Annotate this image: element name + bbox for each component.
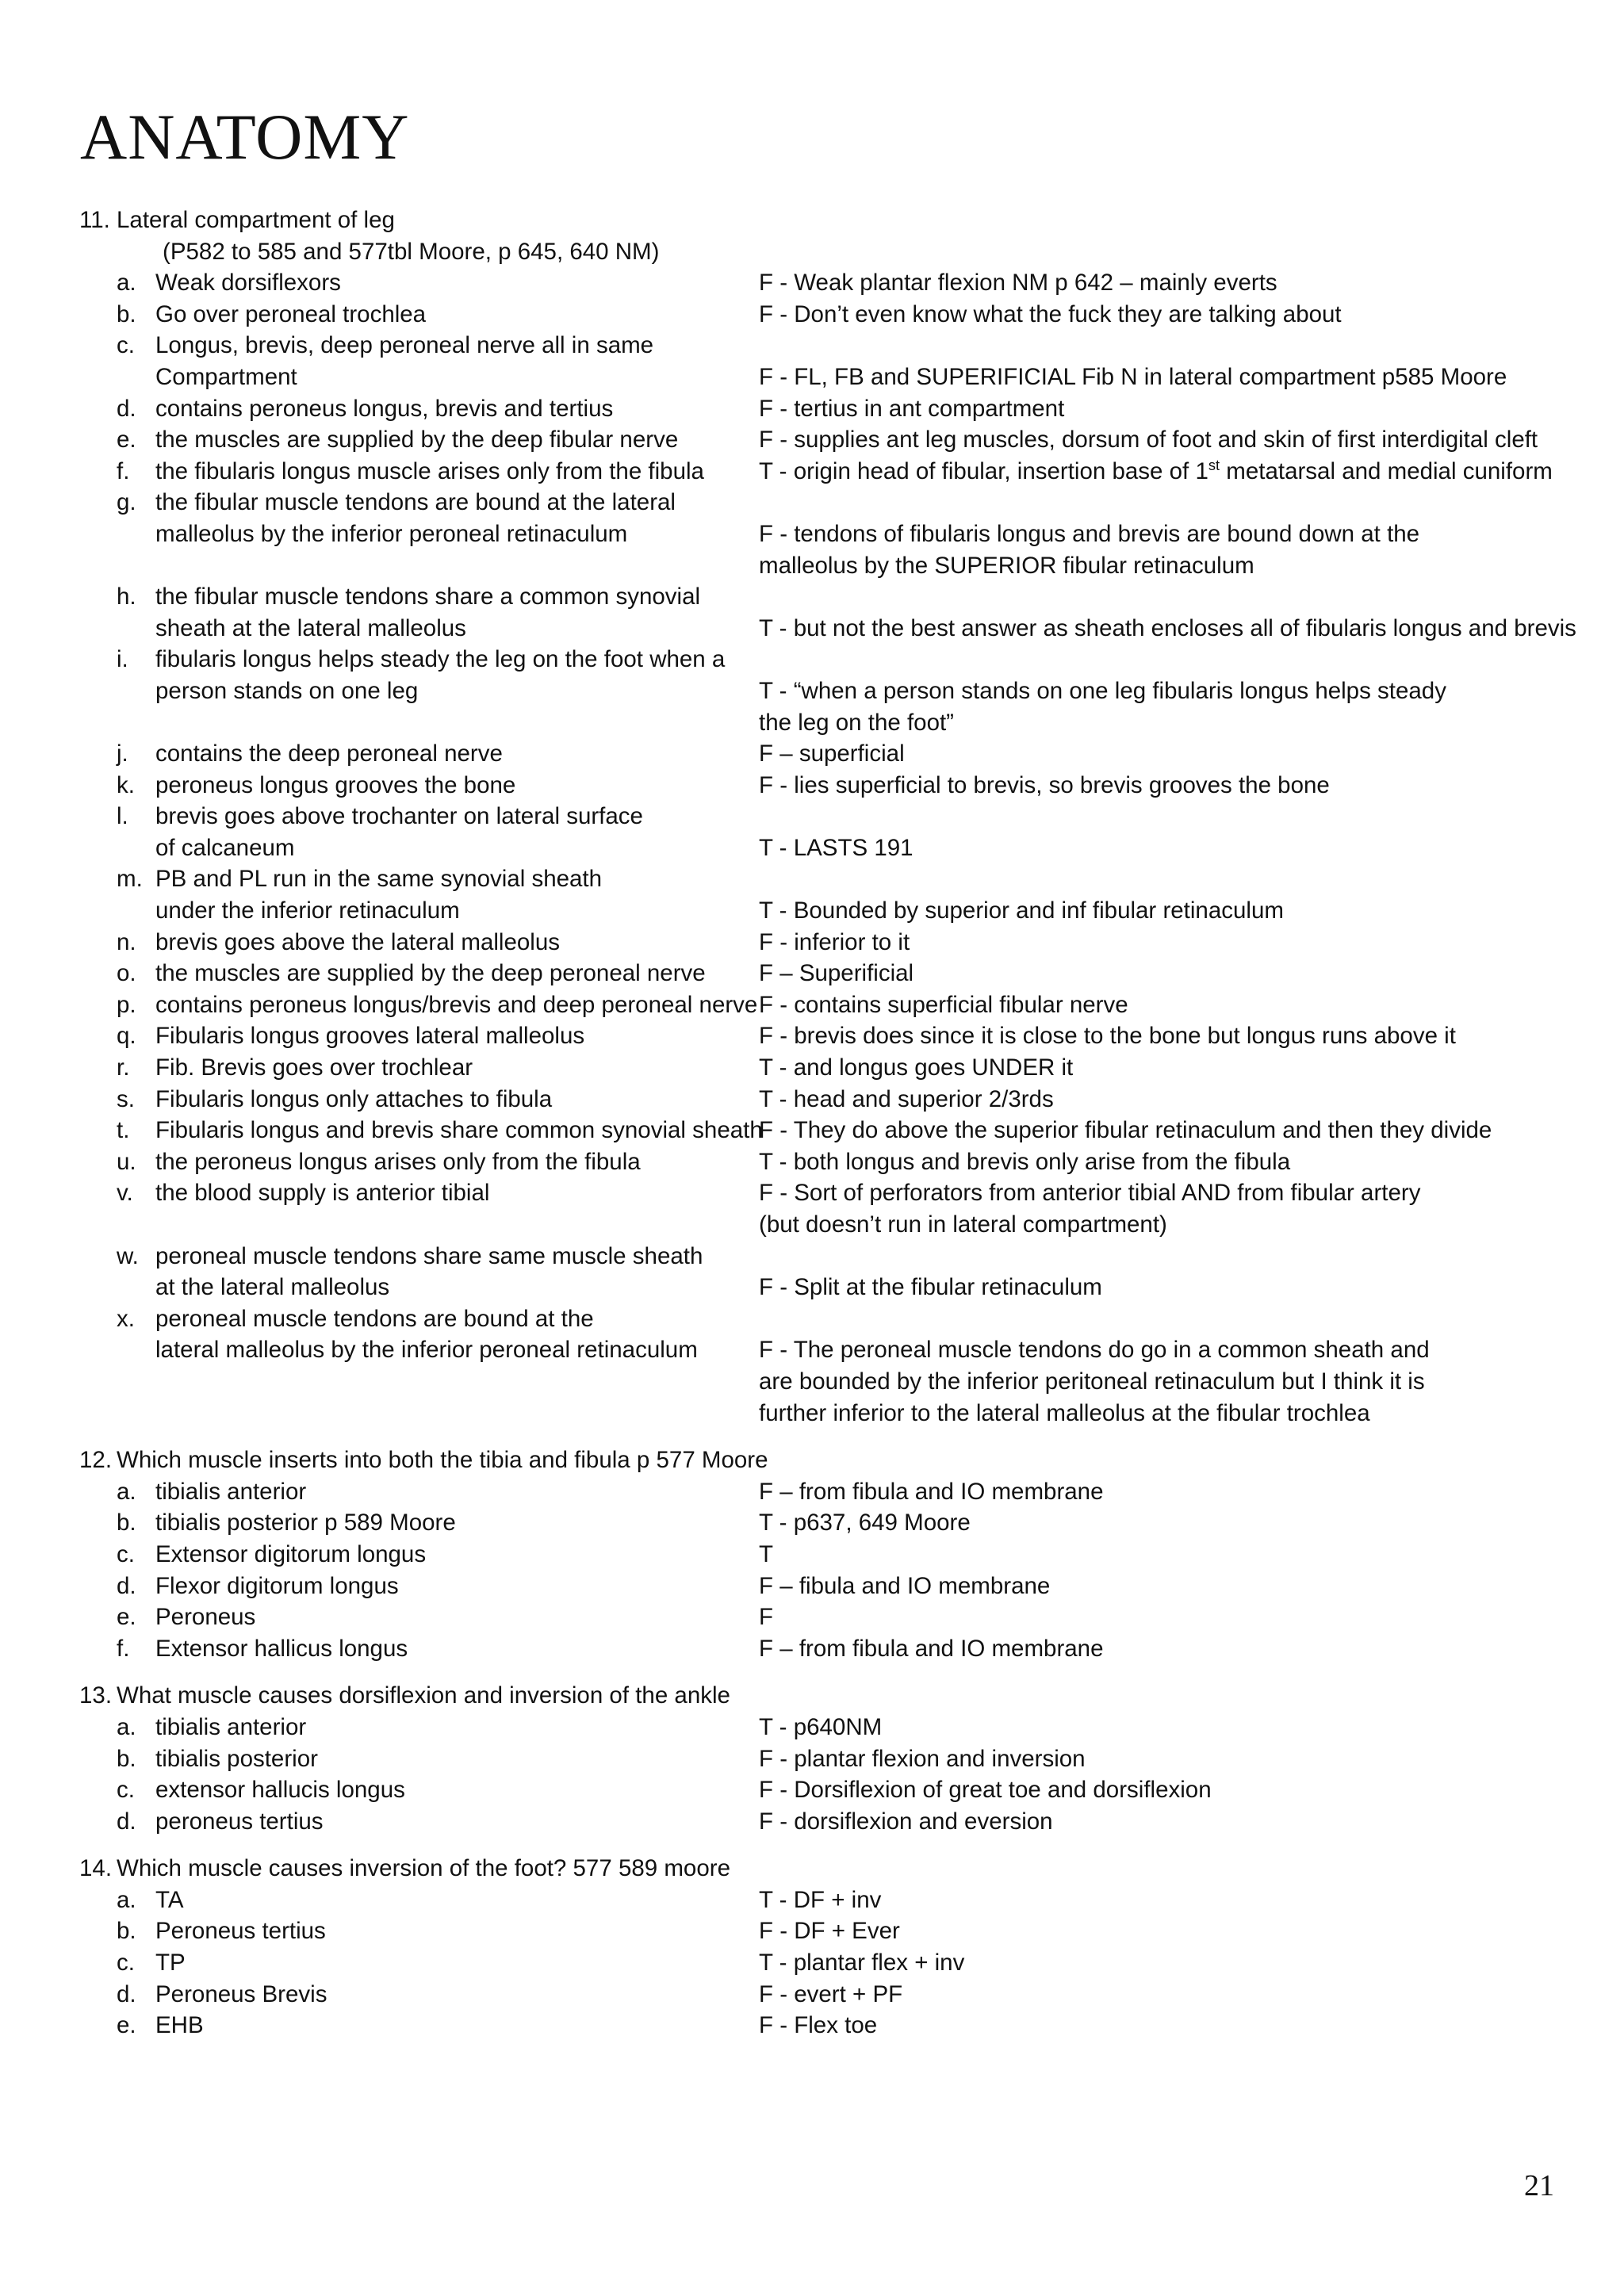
- answer-explanation: F – superficial: [759, 740, 905, 767]
- answer-line: [0, 801, 1624, 832]
- option-text: Peroneus Brevis: [155, 1980, 327, 2007]
- answer-line: [0, 1712, 1624, 1743]
- answer-line: [0, 989, 1624, 1021]
- answer-line: [0, 362, 1624, 393]
- option-letter: n.: [117, 928, 136, 955]
- question-reference: (P582 to 585 and 577tbl Moore, p 645, 640 NM): [163, 238, 660, 265]
- answer-explanation: F - contains superficial fibular nerve: [759, 991, 1128, 1018]
- answer-item: [0, 989, 1624, 1021]
- option-letter: a.: [117, 1886, 136, 1913]
- option-text: of calcaneum: [155, 834, 295, 861]
- option-text: sheath at the lateral malleolus: [155, 614, 466, 641]
- page-title: ANATOMY: [80, 101, 410, 173]
- answer-line: [0, 1177, 1624, 1209]
- answer-line: [0, 1743, 1624, 1775]
- option-letter: d.: [117, 1808, 136, 1835]
- option-letter: c.: [117, 1540, 135, 1567]
- question-spacer: [0, 1664, 1624, 1680]
- answer-line: [0, 1979, 1624, 2011]
- option-text: the fibularis longus muscle arises only from the fibula: [155, 457, 704, 484]
- answer-line: [0, 770, 1624, 802]
- option-text: Fibularis longus only attaches to fibula: [155, 1085, 553, 1112]
- question-text: What muscle causes dorsiflexion and inversion of the ankle: [117, 1682, 730, 1709]
- answer-line: [0, 1146, 1624, 1178]
- answer-item: [0, 927, 1624, 959]
- option-text: brevis goes above the lateral malleolus: [155, 928, 560, 955]
- answer-explanation: F - lies superficial to brevis, so brevis grooves the bone: [759, 771, 1330, 798]
- answer-explanation: F - Don’t even know what the fuck they are talking about: [759, 300, 1342, 327]
- option-text: the fibular muscle tendons are bound at the lateral: [155, 489, 676, 516]
- answer-explanation: F - Flex toe: [759, 2012, 878, 2039]
- answer-explanation: F – from fibula and IO membrane: [759, 1635, 1104, 1662]
- option-text: the peroneus longus arises only from the fibula: [155, 1148, 641, 1175]
- option-text: Extensor digitorum longus: [155, 1540, 427, 1567]
- question-block: [0, 1853, 1624, 2042]
- question-block: [0, 1680, 1624, 1837]
- question-number: 11.: [79, 207, 110, 233]
- option-text: tibialis anterior: [155, 1478, 307, 1505]
- question-header: [0, 1853, 1624, 1885]
- answer-line: [0, 707, 1624, 739]
- answer-line: [0, 1398, 1624, 1429]
- question-number: 12.: [79, 1447, 113, 1474]
- option-text: the muscles are supplied by the deep peroneal nerve: [155, 960, 706, 987]
- answer-item: [0, 1507, 1624, 1539]
- answer-item: [0, 1020, 1624, 1052]
- answer-explanation: the leg on the foot”: [759, 709, 955, 736]
- answer-item: [0, 958, 1624, 989]
- option-text: Peroneus tertius: [155, 1918, 326, 1945]
- answer-explanation: T - Bounded by superior and inf fibular retinaculum: [759, 897, 1284, 924]
- answer-explanation: F - Dorsiflexion of great toe and dorsiflexion: [759, 1777, 1212, 1804]
- option-letter: q.: [117, 1023, 136, 1050]
- answer-line: [0, 1633, 1624, 1665]
- option-letter: b.: [117, 300, 136, 327]
- option-text: Compartment: [155, 363, 297, 390]
- question-header: [0, 205, 1624, 236]
- answer-explanation: F - brevis does since it is close to the bone but longus runs above it: [759, 1023, 1456, 1050]
- answer-item: [0, 1712, 1624, 1743]
- question-spacer: [0, 1837, 1624, 1853]
- option-text: Fibularis longus grooves lateral malleolus: [155, 1023, 585, 1050]
- option-letter: v.: [117, 1180, 133, 1207]
- answer-line: [0, 644, 1624, 675]
- answer-line: [0, 863, 1624, 895]
- option-letter: l.: [117, 803, 128, 830]
- answer-line: [0, 1885, 1624, 1916]
- answer-item: [0, 738, 1624, 770]
- answer-explanation: F – Superificial: [759, 960, 914, 987]
- answer-line: [0, 927, 1624, 959]
- answer-item: [0, 299, 1624, 331]
- answer-item: [0, 1806, 1624, 1838]
- answer-line: [0, 393, 1624, 425]
- option-text: peroneal muscle tendons are bound at the: [155, 1305, 594, 1332]
- answer-item: [0, 863, 1624, 926]
- option-text: lateral malleolus by the inferior peroneal retinaculum: [155, 1337, 698, 1364]
- question-number: 13.: [79, 1682, 113, 1709]
- option-letter: f.: [117, 1635, 130, 1662]
- answer-explanation: F - Sort of perforators from anterior tibial AND from fibular artery: [759, 1180, 1421, 1207]
- answer-explanation: F - evert + PF: [759, 1980, 903, 2007]
- option-text: the blood supply is anterior tibial: [155, 1180, 490, 1207]
- option-letter: d.: [117, 395, 136, 422]
- answer-line: [0, 675, 1624, 707]
- answer-line: [0, 1272, 1624, 1303]
- answer-line: [0, 1241, 1624, 1272]
- option-text: PB and PL run in the same synovial sheath: [155, 866, 603, 893]
- answer-item: [0, 1303, 1624, 1429]
- answer-item: [0, 1743, 1624, 1775]
- answer-line: [0, 519, 1624, 550]
- option-letter: f.: [117, 457, 130, 484]
- answer-explanation: F: [759, 1604, 774, 1631]
- option-letter: d.: [117, 1572, 136, 1599]
- option-text: tibialis posterior p 589 Moore: [155, 1510, 456, 1536]
- option-letter: s.: [117, 1085, 135, 1112]
- answer-explanation: F - dorsiflexion and eversion: [759, 1808, 1053, 1835]
- answer-line: [0, 581, 1624, 613]
- option-letter: a.: [117, 1478, 136, 1505]
- option-letter: t.: [117, 1117, 130, 1144]
- option-text: at the lateral malleolus: [155, 1274, 390, 1301]
- answer-explanation: F - supplies ant leg muscles, dorsum of foot and skin of first interdigital cleft: [759, 427, 1538, 453]
- answer-item: [0, 2010, 1624, 2042]
- answer-item: [0, 1177, 1624, 1240]
- answer-item: [0, 1115, 1624, 1146]
- answer-line: [0, 1020, 1624, 1052]
- page-number: 21: [1524, 2169, 1554, 2202]
- answer-explanation: F - tendons of fibularis longus and brevis are bound down at the: [759, 520, 1420, 547]
- answer-explanation: F – from fibula and IO membrane: [759, 1478, 1104, 1505]
- option-letter: b.: [117, 1510, 136, 1536]
- option-text: Weak dorsiflexors: [155, 270, 341, 297]
- option-text: Fibularis longus and brevis share common synovial sheath: [155, 1117, 763, 1144]
- option-text: brevis goes above trochanter on lateral surface: [155, 803, 643, 830]
- question-block: [0, 205, 1624, 1429]
- option-text: Flexor digitorum longus: [155, 1572, 399, 1599]
- option-letter: b.: [117, 1918, 136, 1945]
- option-text: peroneal muscle tendons share same muscle sheath: [155, 1242, 703, 1269]
- answer-explanation: T: [759, 1540, 774, 1567]
- answer-item: [0, 1885, 1624, 1916]
- answer-explanation: F – fibula and IO membrane: [759, 1572, 1051, 1599]
- answer-explanation: T - but not the best answer as sheath encloses all of fibularis longus and brevis: [759, 614, 1576, 641]
- option-letter: i.: [117, 646, 128, 673]
- answer-item: [0, 1052, 1624, 1084]
- question-spacer: [0, 1429, 1624, 1445]
- answer-explanation: F - plantar flexion and inversion: [759, 1745, 1086, 1772]
- answer-item: [0, 393, 1624, 425]
- answer-line: [0, 1915, 1624, 1947]
- option-text: Longus, brevis, deep peroneal nerve all in same: [155, 332, 654, 359]
- option-text: extensor hallucis longus: [155, 1777, 405, 1804]
- option-text: contains peroneus longus, brevis and tertius: [155, 395, 614, 422]
- option-letter: e.: [117, 427, 136, 453]
- answer-explanation: F - The peroneal muscle tendons do go in a common sheath and: [759, 1337, 1430, 1364]
- option-letter: d.: [117, 1980, 136, 2007]
- answer-line: [0, 1571, 1624, 1602]
- option-text: under the inferior retinaculum: [155, 897, 460, 924]
- question-text: Which muscle causes inversion of the foot? 577 589 moore: [117, 1855, 730, 1882]
- option-letter: h.: [117, 584, 136, 610]
- answer-line: [0, 330, 1624, 362]
- question-list: [0, 205, 1624, 2042]
- answer-item: [0, 267, 1624, 299]
- option-text: tibialis anterior: [155, 1713, 307, 1740]
- answer-item: [0, 1633, 1624, 1665]
- option-letter: c.: [117, 1950, 135, 1976]
- answer-item: [0, 1146, 1624, 1178]
- answer-line: [0, 1115, 1624, 1146]
- option-text: contains the deep peroneal nerve: [155, 740, 503, 767]
- option-letter: k.: [117, 771, 135, 798]
- answer-item: [0, 1979, 1624, 2011]
- answer-explanation: F - They do above the superior fibular retinaculum and then they divide: [759, 1117, 1492, 1144]
- answer-line: [0, 1806, 1624, 1838]
- answer-line: [0, 1774, 1624, 1806]
- answer-item: [0, 1539, 1624, 1571]
- answer-line: [0, 1209, 1624, 1241]
- question-reference-line: [0, 236, 1624, 268]
- answer-explanation: T - DF + inv: [759, 1886, 882, 1913]
- answer-item: [0, 1774, 1624, 1806]
- option-letter: c.: [117, 332, 135, 359]
- option-text: TA: [155, 1886, 184, 1913]
- answer-line: [0, 299, 1624, 331]
- option-letter: a.: [117, 270, 136, 297]
- answer-line: [0, 1539, 1624, 1571]
- answer-line: [0, 424, 1624, 456]
- option-letter: x.: [117, 1305, 135, 1332]
- option-text: Extensor hallicus longus: [155, 1635, 408, 1662]
- option-letter: p.: [117, 991, 136, 1018]
- option-letter: j.: [117, 740, 128, 767]
- answer-explanation: T - p637, 649 Moore: [759, 1510, 971, 1536]
- option-letter: o.: [117, 960, 136, 987]
- answer-line: [0, 1366, 1624, 1398]
- answer-explanation: T - LASTS 191: [759, 834, 914, 861]
- answer-line: [0, 1507, 1624, 1539]
- option-letter: m.: [117, 866, 143, 893]
- answer-item: [0, 1601, 1624, 1633]
- answer-line: [0, 487, 1624, 519]
- option-text: fibularis longus helps steady the leg on the foot when a: [155, 646, 726, 673]
- answer-item: [0, 581, 1624, 644]
- answer-explanation: are bounded by the inferior peritoneal retinaculum but I think it is: [759, 1368, 1425, 1395]
- option-text: peroneus tertius: [155, 1808, 324, 1835]
- answer-explanation: F - DF + Ever: [759, 1918, 900, 1945]
- option-letter: c.: [117, 1777, 135, 1804]
- option-text: TP: [155, 1950, 186, 1976]
- answer-explanation: T - plantar flex + inv: [759, 1950, 965, 1976]
- answer-line: [0, 1052, 1624, 1084]
- option-letter: e.: [117, 2012, 136, 2039]
- answer-item: [0, 1947, 1624, 1979]
- answer-line: [0, 1601, 1624, 1633]
- answer-line: [0, 895, 1624, 927]
- question-number: 14.: [79, 1855, 113, 1882]
- question-header: [0, 1680, 1624, 1712]
- answer-explanation: T - p640NM: [759, 1713, 883, 1740]
- answer-line: [0, 550, 1624, 582]
- answer-explanation: malleolus by the SUPERIOR fibular retinaculum: [759, 552, 1254, 579]
- option-letter: g.: [117, 489, 136, 516]
- option-text: person stands on one leg: [155, 677, 419, 704]
- answer-explanation: F - FL, FB and SUPERIFICIAL Fib N in lateral compartment p585 Moore: [759, 363, 1507, 390]
- answer-explanation: F - Weak plantar flexion NM p 642 – mainly everts: [759, 270, 1277, 297]
- answer-item: [0, 456, 1624, 488]
- answer-explanation: F - tertius in ant compartment: [759, 395, 1065, 422]
- answer-line: [0, 456, 1624, 488]
- option-letter: u.: [117, 1148, 136, 1175]
- answer-line: [0, 1303, 1624, 1335]
- option-text: contains peroneus longus/brevis and deep peroneal nerve: [155, 991, 758, 1018]
- answer-line: [0, 832, 1624, 864]
- answer-item: [0, 424, 1624, 456]
- answer-line: [0, 2010, 1624, 2042]
- question-header: [0, 1445, 1624, 1476]
- answer-item: [0, 330, 1624, 392]
- option-letter: e.: [117, 1604, 136, 1631]
- option-letter: r.: [117, 1054, 130, 1081]
- answer-explanation: T - “when a person stands on one leg fibularis longus helps steady: [759, 677, 1446, 704]
- answer-explanation: T - origin head of fibular, insertion base of 1st metatarsal and medial cuniform: [759, 456, 1553, 484]
- option-text: peroneus longus grooves the bone: [155, 771, 516, 798]
- answer-item: [0, 1241, 1624, 1303]
- option-letter: w.: [117, 1242, 139, 1269]
- option-text: the fibular muscle tendons share a common synovial: [155, 584, 701, 610]
- option-text: the muscles are supplied by the deep fibular nerve: [155, 427, 679, 453]
- option-text: Peroneus: [155, 1604, 256, 1631]
- answer-item: [0, 487, 1624, 581]
- option-text: malleolus by the inferior peroneal retinaculum: [155, 520, 628, 547]
- answer-item: [0, 644, 1624, 738]
- question-text: Lateral compartment of leg: [117, 207, 395, 233]
- answer-line: [0, 958, 1624, 989]
- question-block: [0, 1445, 1624, 1664]
- answer-explanation: F - Split at the fibular retinaculum: [759, 1274, 1102, 1301]
- option-letter: b.: [117, 1745, 136, 1772]
- answer-item: [0, 1084, 1624, 1115]
- option-text: Fib. Brevis goes over trochlear: [155, 1054, 473, 1081]
- option-text: EHB: [155, 2012, 204, 2039]
- answer-line: [0, 1947, 1624, 1979]
- option-letter: a.: [117, 1713, 136, 1740]
- answer-explanation: further inferior to the lateral malleolus at the fibular trochlea: [759, 1399, 1370, 1426]
- answer-explanation: T - head and superior 2/3rds: [759, 1085, 1054, 1112]
- answer-explanation: T - both longus and brevis only arise from the fibula: [759, 1148, 1291, 1175]
- answer-line: [0, 1476, 1624, 1508]
- question-text: Which muscle inserts into both the tibia and fibula p 577 Moore: [117, 1447, 768, 1474]
- answer-explanation: (but doesn’t run in lateral compartment): [759, 1211, 1167, 1238]
- answer-line: [0, 267, 1624, 299]
- answer-line: [0, 613, 1624, 645]
- option-text: tibialis posterior: [155, 1745, 318, 1772]
- answer-line: [0, 1084, 1624, 1115]
- answer-item: [0, 1571, 1624, 1602]
- answer-line: [0, 738, 1624, 770]
- answer-item: [0, 1915, 1624, 1947]
- answer-line: [0, 1334, 1624, 1366]
- option-text: Go over peroneal trochlea: [155, 300, 427, 327]
- answer-item: [0, 770, 1624, 802]
- answer-explanation: T - and longus goes UNDER it: [759, 1054, 1074, 1081]
- answer-item: [0, 801, 1624, 863]
- answer-explanation: F - inferior to it: [759, 928, 910, 955]
- answer-item: [0, 1476, 1624, 1508]
